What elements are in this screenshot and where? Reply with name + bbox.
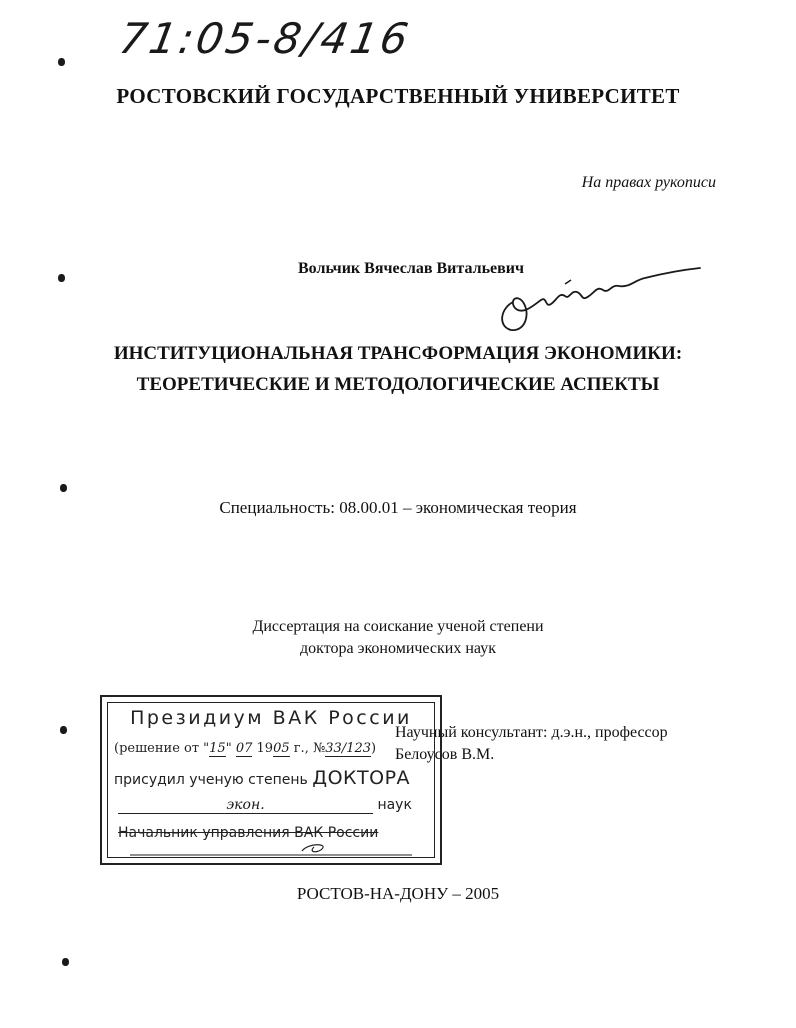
consultant-name: Белоусов В.М. <box>395 746 495 763</box>
stamp-decision-g: г., № <box>293 741 326 756</box>
university-name: РОСТОВСКИЙ ГОСУДАРСТВЕННЫЙ УНИВЕРСИТЕТ <box>116 84 680 108</box>
stamp-decision-close: ) <box>371 741 377 756</box>
stamp-decision-month: 07 <box>235 741 253 756</box>
author-name: Вольчик Вячеслав Витальевич <box>298 260 525 277</box>
stamp-decision-day: 15 <box>209 741 226 756</box>
manuscript-note: На правах рукописи <box>581 174 716 191</box>
stamp-sciences-field: экон. <box>118 797 373 814</box>
stamp-inner-border <box>107 702 435 858</box>
stamp-awarded <box>114 767 440 789</box>
degree-line-1: Диссертация на соискание ученой степени <box>252 618 544 635</box>
stamp-decision-sep: " <box>225 741 232 756</box>
stamp-decision-prefix: (решение от " <box>114 741 210 756</box>
specialty: Специальность: 08.00.01 – экономическая теория <box>219 498 577 517</box>
scan-speck <box>58 274 65 282</box>
scan-speck <box>60 726 67 734</box>
stamp-head-signature <box>122 841 422 859</box>
stamp-sciences-suffix: наук <box>377 797 412 813</box>
stamp-sciences <box>118 797 444 814</box>
scan-speck <box>60 484 67 492</box>
stamp-decision-number: 33/123 <box>325 741 372 756</box>
stamp-head-label: Начальник управления ВАК России <box>118 825 379 841</box>
scan-speck <box>58 58 65 66</box>
vak-stamp <box>100 695 442 865</box>
stamp-title: Президиум ВАК России <box>130 707 412 729</box>
stamp-awarded-prefix: присудил ученую степень <box>114 772 308 788</box>
author-signature <box>495 262 705 337</box>
city-year: РОСТОВ-НА-ДОНУ – 2005 <box>296 884 500 903</box>
scan-speck <box>62 958 69 966</box>
stamp-decision-year-prefix: 19 <box>256 741 274 756</box>
degree-line-2: доктора экономических наук <box>300 640 496 657</box>
dissertation-title-line-2: ТЕОРЕТИЧЕСКИЕ И МЕТОДОЛОГИЧЕСКИЕ АСПЕКТЫ <box>136 374 660 395</box>
dissertation-title-line-1: ИНСТИТУЦИОНАЛЬНАЯ ТРАНСФОРМАЦИЯ ЭКОНОМИКИ: <box>113 343 683 364</box>
stamp-decision-year: 05 <box>273 741 290 756</box>
stamp-decision <box>114 741 440 757</box>
scientific-consultant: Научный консультант: д.э.н., профессор <box>395 724 668 741</box>
stamp-awarded-degree: ДОКТОРА <box>312 767 411 789</box>
archive-code: 71:05-8/416 <box>115 14 415 63</box>
